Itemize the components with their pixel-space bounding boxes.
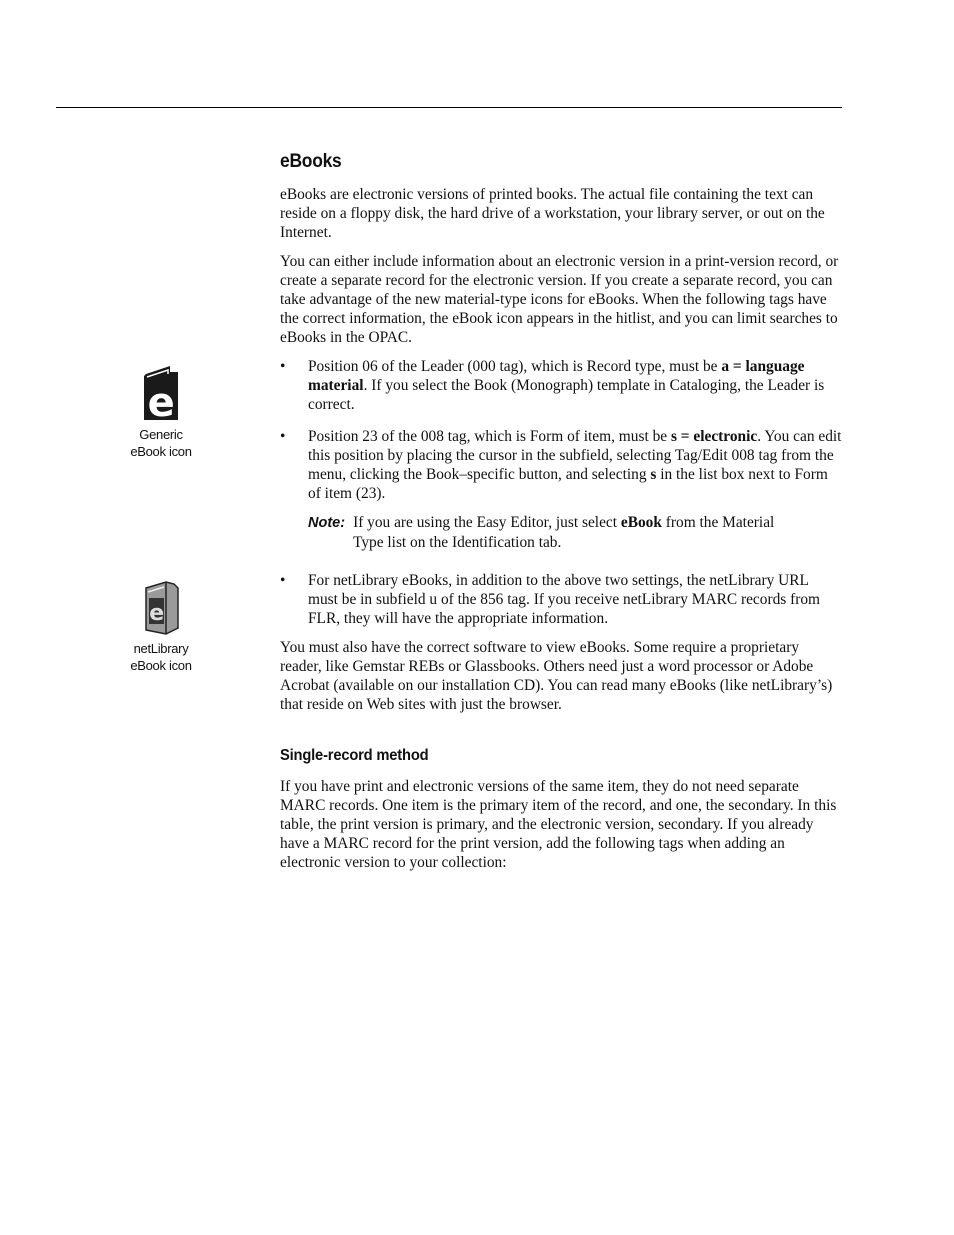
svg-text:e: e [147,380,175,422]
note-block [280,513,842,552]
bullet-icon: • [280,428,286,445]
bullet1-bold: a = language material [308,358,805,394]
bullet2-text-end: in the list box next to Form of item (23). [308,466,828,502]
note-text-end: from the Material [661,514,775,531]
intro-paragraph: eBooks are electronic versions of printed books. The actual file containing the text can reside on a floppy disk, the hard drive of a workstation, your library server, or out on the Internet. [280,186,825,241]
generic-ebook-icon [138,364,184,422]
section-subheading: Single-record method [280,747,429,764]
note-label: Note: [308,515,346,531]
bullet-icon: • [280,358,286,375]
svg-text:e: e [149,601,164,626]
netlibrary-icon-caption-line2: eBook icon [130,658,192,673]
netlibrary-ebook-icon [138,580,184,636]
record-paragraph: You can either include information about an electronic version in a print-version record, or create a separate record for the electronic version. If you create a separate record, you can take advantage of the new material-type icons for eBooks. When the following tags have the correct information, the eBook icon appears in the hitlist, and you can limit searches to eBooks in the OPAC. [280,253,839,346]
bullet2-bold: s = electronic [670,428,758,445]
single-record-paragraph: If you have print and electronic versions of the same item, they do not need separate MARC records. One item is the primary item of the record, and one, the secondary. In this table, the print version is primary, and the electronic version, secondary. If you already have a MARC record for the print version, add the following tags when adding an electronic version to your collection: [280,778,837,871]
bullet-icon: • [280,572,286,589]
generic-icon-caption-line2: eBook icon [130,444,192,459]
generic-ebook-figure [101,364,221,460]
bullet1-text-end: . If you select the Book (Monograph) template in Cataloging, the Leader is correct. [308,377,825,413]
netlibrary-list [280,571,842,628]
main-content [280,152,842,882]
bullet2-text: Position 23 of the 008 tag, which is Form of item, must be [308,428,671,445]
header-rule [56,107,842,108]
note-text-line2: Type list on the Identification tab. [353,534,562,551]
netlibrary-ebook-figure [101,580,221,674]
note-bold: eBook [620,514,662,531]
netlibrary-icon-caption-line1: netLibrary [133,641,189,656]
list-item [280,571,842,628]
requirements-list [280,357,842,503]
note-text: If you are using the Easy Editor, just select [353,514,621,531]
list-item [280,357,842,414]
list-item [280,427,842,503]
bullet3-text: For netLibrary eBooks, in addition to the above two settings, the netLibrary URL must be in subfield u of the 856 tag. If you receive netLibrary MARC records from FLR, they will have the appropriate information. [308,572,821,627]
bullet2-bold2: s [650,466,657,483]
bullet1-text: Position 06 of the Leader (000 tag), which is Record type, must be [308,358,722,375]
bullet2-text-mid: . You can edit this position by placing the cursor in the subfield, selecting Tag/Edit 008 tag from the menu, clicking the Book–specific button, and selecting [308,428,842,483]
page-heading: eBooks [280,151,342,172]
generic-icon-caption-line1: Generic [139,427,183,442]
software-paragraph: You must also have the correct software to view eBooks. Some require a proprietary reader, like Gemstar REBs or Glassbooks. Others need just a word processor or Adobe Acrobat (available on our installation CD). You can read many eBooks (like netLibrary’s) that reside on Web sites with just the browser. [280,639,833,713]
